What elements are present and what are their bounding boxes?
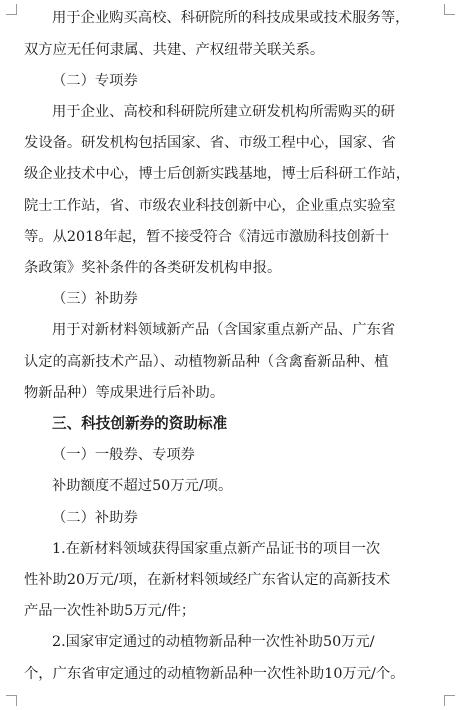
paragraph-line: 用于企业、高校和科研院所建立研发机构所需购买的研	[52, 104, 396, 120]
paragraph-line: 条政策》奖补条件的各类研发机构申报。	[24, 260, 282, 276]
paragraph-line: 用于企业购买高校、科研院所的科技成果或技术服务等，	[52, 10, 410, 26]
paragraph-line: 级企业技术中心，博士后创新实践基地，博士后科研工作站，	[24, 166, 411, 182]
paragraph-line: 物新品种）等成果进行后补助。	[24, 385, 225, 401]
page-corner-mark-top-left	[6, 4, 17, 15]
paragraph-line: 2.国家审定通过的动植物新品种一次性补助50万元/	[52, 634, 375, 650]
paragraph-line: 双方应无任何隶属、共建、产权纽带关联关系。	[24, 42, 325, 58]
paragraph-line: 等。从2018年起，暂不接受符合《清远市激励科技创新十	[24, 229, 390, 245]
page-corner-mark-bottom-right	[444, 695, 455, 706]
subheading-subsidy-voucher: （二）补助券	[52, 510, 138, 526]
paragraph-line: 补助额度不超过50万元/项。	[52, 478, 233, 494]
paragraph-line: 发设备。研发机构包括国家、省、市级工程中心，国家、省	[24, 135, 396, 151]
subheading-special-voucher: （二）专项券	[52, 73, 138, 89]
subheading-general-voucher: （一）一般券、专项券	[52, 447, 195, 463]
subheading-subsidy-voucher: （三）补助券	[52, 291, 138, 307]
section-heading: 三、科技创新券的资助标准	[52, 415, 228, 432]
paragraph-line: 产品一次性补助5万元/件；	[24, 603, 196, 619]
page-corner-mark-bottom-left	[6, 695, 17, 706]
paragraph-line: 个，广东省审定通过的动植物新品种一次性补助10万元/个。	[24, 666, 405, 682]
paragraph-line: 认定的高新技术产品）、动植物新品种（含禽畜新品种、植	[24, 354, 389, 370]
paragraph-line: 性补助20万元/项，在新材料领域经广东省认定的高新技术	[24, 572, 391, 588]
paragraph-line: 1.在新材料领域获得国家重点新产品证书的项目一次	[52, 541, 381, 557]
paragraph-line: 院士工作站，省、市级农业科技创新中心，企业重点实验室	[24, 198, 396, 214]
paragraph-line: 用于对新材料领域新产品（含国家重点新产品、广东省	[52, 322, 396, 338]
